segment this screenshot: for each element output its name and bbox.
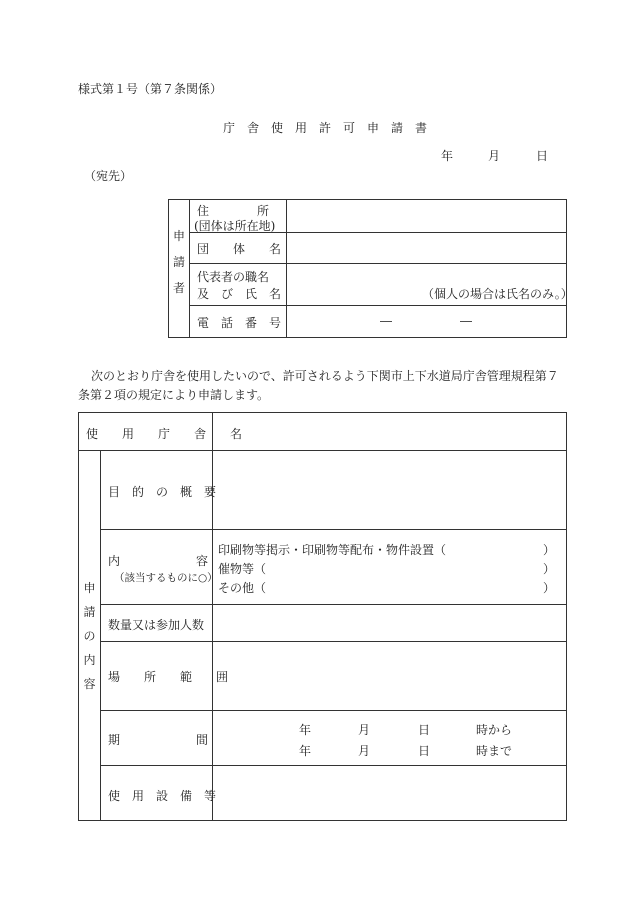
content-option-3[interactable]: その他（ (218, 581, 267, 595)
form-number: 様式第１号（第７条関係） (78, 82, 223, 96)
address-field[interactable] (287, 200, 566, 232)
period-from-month: 月 (358, 723, 371, 737)
content-option-1[interactable]: 印刷物等掲示・印刷物等配布・物件設置（ (218, 543, 447, 557)
period-to-year: 年 (299, 744, 312, 758)
equipment-field[interactable] (213, 766, 566, 820)
representative-label: 代表者の職名 (197, 270, 270, 284)
purpose-label: 目 的 の 概 要 (108, 485, 217, 499)
close-paren-1: ） (543, 543, 556, 557)
individual-note: （個人の場合は氏名のみ。） (422, 287, 573, 301)
applicant-side-char-2: 請 (172, 255, 185, 269)
phone-dash-1: ― (380, 314, 392, 328)
details-side-label (79, 579, 100, 699)
content-note: （該当するものに○） (114, 572, 218, 584)
date-day: 日 (536, 149, 549, 163)
org-name-field[interactable] (287, 233, 566, 263)
addressee: （宛先） (84, 169, 133, 183)
quantity-field[interactable] (213, 605, 566, 641)
period-to-day: 日 (418, 744, 431, 758)
details-side-char-3: の (83, 629, 96, 643)
phone-field[interactable] (287, 306, 566, 337)
period-from-year: 年 (299, 723, 312, 737)
period-label-1: 期 (108, 733, 121, 747)
content-option-2[interactable]: 催物等（ (218, 562, 267, 576)
body-text-line2: 条第２項の規定により申請します。 (78, 388, 270, 402)
period-to-month: 月 (358, 744, 371, 758)
phone-dash-2: ― (460, 314, 472, 328)
place-field[interactable] (213, 642, 566, 710)
applicant-side-label (169, 227, 189, 305)
representative-field[interactable] (287, 264, 417, 305)
place-label: 場 所 範 囲 (108, 670, 229, 684)
period-label-2: 間 (196, 733, 209, 747)
purpose-field[interactable] (213, 451, 566, 529)
address-label-note: (団体は所在地) (194, 219, 276, 233)
close-paren-3: ） (543, 581, 556, 595)
address-label: 住 所 (197, 204, 270, 218)
phone-label: 電 話 番 号 (197, 316, 282, 330)
details-side-char-1: 申 (83, 581, 96, 595)
applicant-side-char-3: 者 (172, 281, 185, 295)
details-side-char-4: 内 (83, 653, 96, 667)
content-label-2: 容 (196, 554, 209, 568)
org-name-label: 団 体 名 (197, 242, 282, 256)
building-name-field[interactable] (213, 413, 566, 450)
details-side-char-5: 容 (83, 677, 96, 691)
content-label-1: 内 (108, 554, 121, 568)
period-from-text: 時から (476, 723, 513, 737)
building-name-label: 使 用 庁 舎 名 (86, 427, 243, 441)
applicant-side-char-1: 申 (172, 229, 185, 243)
quantity-label: 数量又は参加人数 (108, 618, 205, 632)
period-from-day: 日 (418, 723, 431, 737)
page-title: 庁 舎 使 用 許 可 申 請 書 (223, 121, 428, 135)
close-paren-2: ） (543, 562, 556, 576)
details-side-char-2: 請 (83, 605, 96, 619)
date-year: 年 (441, 149, 454, 163)
date-month: 月 (488, 149, 501, 163)
period-to-text: 時まで (476, 744, 513, 758)
representative-label-2: 及 び 氏 名 (197, 287, 282, 301)
body-text-line1: 次のとおり庁舎を使用したいので、許可されるよう下関市上下水道局庁舎管理規程第７ (91, 369, 559, 383)
equipment-label: 使 用 設 備 等 (108, 789, 217, 803)
